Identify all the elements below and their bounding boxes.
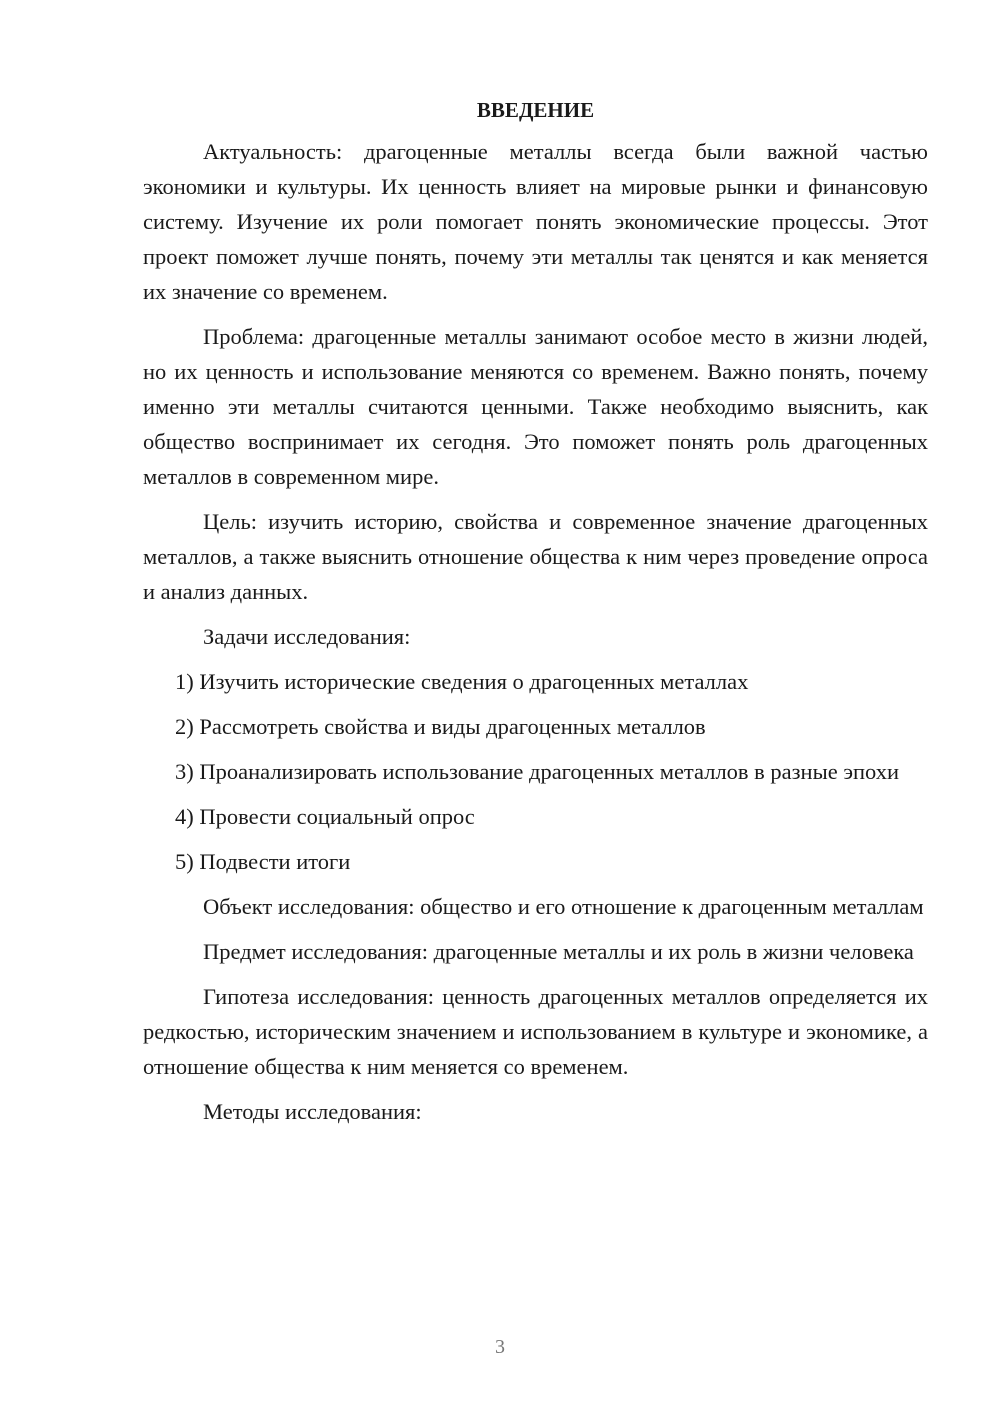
paragraph-subject: Предмет исследования: драгоценные металлы и их роль в жизни человека <box>203 939 914 964</box>
task-item-2: 2) Рассмотреть свойства и виды драгоценных металлов <box>175 714 706 739</box>
methods-heading: Методы исследования: <box>203 1099 422 1124</box>
task-item-4: 4) Провести социальный опрос <box>175 804 475 829</box>
tasks-heading: Задачи исследования: <box>203 624 411 649</box>
paragraph-goal: Цель: изучить историю, свойства и современное значение драгоценных металлов, а также выяснить отношение общества к ним через проведение опроса и анализ данных. <box>143 509 928 604</box>
task-item-1: 1) Изучить исторические сведения о драгоценных металлах <box>175 669 749 694</box>
task-item-5: 5) Подвести итоги <box>175 849 351 874</box>
page-number: 3 <box>495 1336 505 1358</box>
task-item-3: 3) Проанализировать использование драгоценных металлов в разные эпохи <box>175 759 899 784</box>
paragraph-object: Объект исследования: общество и его отношение к драгоценным металлам <box>203 894 924 919</box>
paragraph-problem: Проблема: драгоценные металлы занимают особое место в жизни людей, но их ценность и использование меняются со временем. Важно понять, почему именно эти металлы считаются ценными. Также необходимо выяснить, как общество воспринимает их сегодня. Это поможет понять роль драгоценных металлов в современном мире. <box>143 324 928 489</box>
paragraph-hypothesis: Гипотеза исследования: ценность драгоценных металлов определяется их редкостью, историческим значением и использованием в культуре и экономике, а отношение общества к ним меняется со временем. <box>143 984 928 1079</box>
page-content <box>143 93 928 1139</box>
page-title: ВВЕДЕНИЕ <box>476 98 595 122</box>
paragraph-relevance: Актуальность: драгоценные металлы всегда были важной частью экономики и культуры. Их ценность влияет на мировые рынки и финансовую систему. Изучение их роли помогает понять экономические процессы. Этот проект поможет лучше понять, почему эти металлы так ценятся и как меняется их значение со временем. <box>143 139 928 304</box>
